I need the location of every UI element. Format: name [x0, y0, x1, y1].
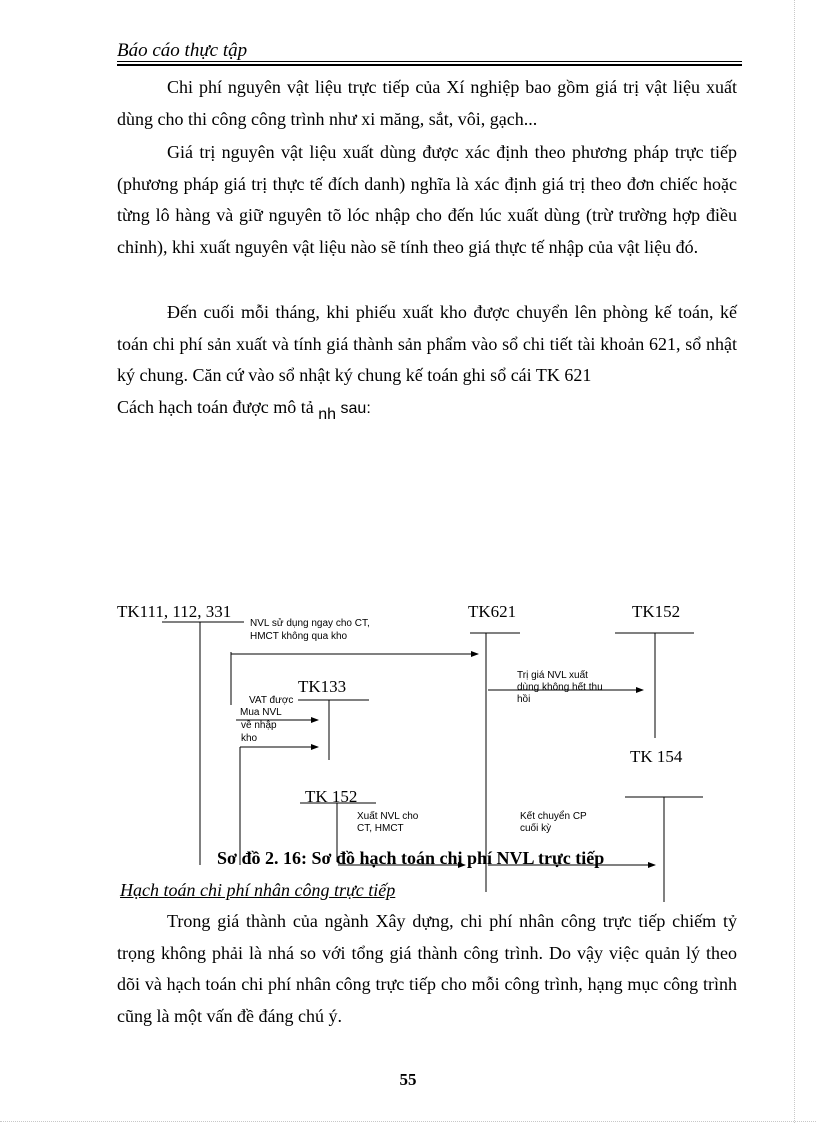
label-ve-nhap: về nhập — [241, 720, 277, 731]
label-ket-chuyen-line1: Kết chuyển CP — [520, 811, 587, 822]
label-xuat-nvl-line2: CT, HMCT — [357, 823, 404, 834]
paragraph-month-end: Đến cuối mỗi tháng, khi phiếu xuất kho được chuyển lên phòng kế toán, kế toán chi phí sản xuất và tính giá thành sản phẩm vào sổ chi tiết tài khoản 621, sổ nhật ký chung. Căn cứ vào sổ nhật ký chung kế toán ghi sổ cái TK 621 — [117, 302, 737, 385]
label-tri-gia-line2: dùng không hết thu — [517, 682, 603, 693]
header-rule-thick — [117, 64, 742, 66]
page-header-title: Báo cáo thực tập — [117, 40, 248, 61]
page-number: 55 — [399, 1070, 417, 1089]
label-ket-chuyen-line2: cuối kỳ — [520, 823, 552, 834]
paragraph-material-cost: Chi phí nguyên vật liệu trực tiếp của Xí nghiệp bao gồm giá trị vật liệu xuất dùng cho thi công công trình như xi măng, sắt, vôi, gạch... — [117, 77, 737, 129]
intro-suffix: sau: — [340, 400, 371, 417]
label-kho: kho — [241, 733, 258, 744]
label-tri-gia-line3: hồi — [517, 694, 531, 705]
label-nvl-line2: HMCT không qua kho — [250, 631, 348, 642]
tk152-right-label: TK152 — [632, 602, 681, 621]
paragraph-description-intro — [117, 397, 371, 423]
page-edge-right — [794, 0, 795, 1123]
tk621-label: TK621 — [468, 602, 517, 621]
intro-subscript: nh — [318, 406, 337, 423]
label-mua-nvl: Mua NVL — [240, 707, 282, 718]
section-heading-labor-cost: Hạch toán chi phí nhân công trực tiếp — [120, 880, 396, 900]
paragraph-labor-cost: Trong giá thành của ngành Xây dựng, chi phí nhân công trực tiếp chiếm tỷ trọng không phải là nhá so với tổng giá thành công trình. Do vậy việc quản lý theo dõi và hạch toán chi phí nhân công trực tiếp cho mỗi công trình, hạng mục công trình cũng là một vấn đề đáng chú ý. — [117, 911, 737, 1026]
header-rule — [117, 61, 742, 62]
tk154-label: TK 154 — [630, 747, 683, 766]
paragraph-valuation-method: Giá trị nguyên vật liệu xuất dùng được xác định theo phương pháp trực tiếp (phương pháp giá trị thực tế đích danh) nghĩa là xác định giá trị theo đơn chiếc hoặc từng lô hàng và giữ nguyên tõ lóc nhập cho đến lúc xuất dùng (trừ trường hợp điều chỉnh), khi xuất nguyên vật liệu nào sẽ tính theo giá thực tế nhập của vật liệu đó. — [117, 142, 737, 257]
tk152-left-label: TK 152 — [305, 787, 358, 806]
label-xuat-nvl-line1: Xuất NVL cho — [357, 811, 419, 822]
page-edge-bottom — [0, 1121, 816, 1122]
intro-text: Cách hạch toán được mô tả — [117, 397, 314, 417]
tk133-label: TK133 — [298, 677, 347, 696]
diagram-caption: Sơ đồ 2. 16: Sơ đồ hạch toán chi phí NVL trực tiếp — [217, 848, 605, 868]
label-tri-gia-line1: Trị giá NVL xuất — [517, 670, 588, 681]
tk111-label: TK111, 112, 331 — [117, 602, 232, 621]
label-vat: VAT được — [249, 695, 294, 706]
label-nvl-line1: NVL sử dụng ngay cho CT, — [250, 618, 370, 629]
